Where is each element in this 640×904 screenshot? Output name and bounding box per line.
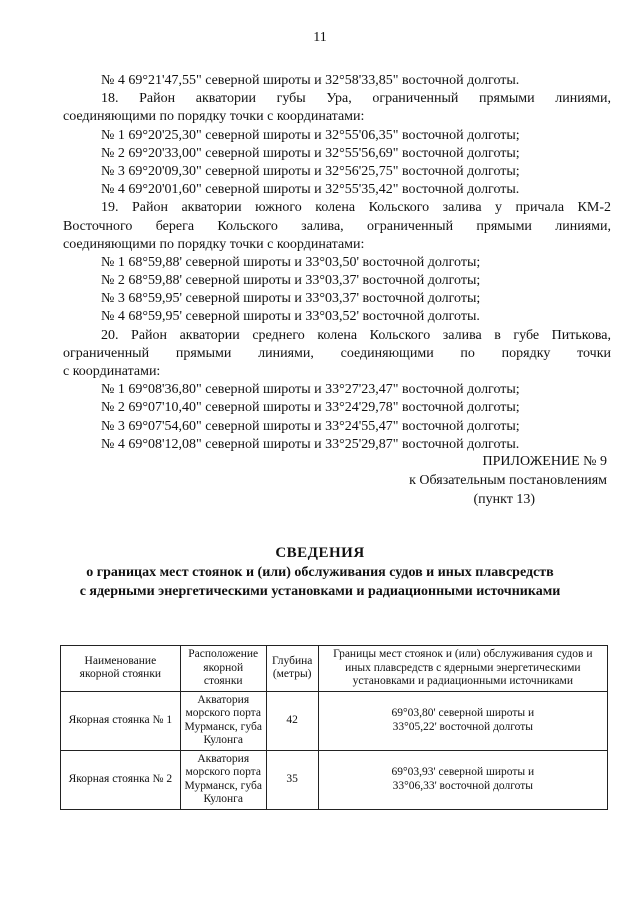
appendix-reference: к Обязательным постановлениям (409, 473, 607, 488)
page-number: 11 (313, 30, 327, 45)
text-line: № 1 69°08'36,80" северной широты и 33°27'23,47" восточной долготы; (101, 382, 520, 398)
text-line: № 3 69°20'09,30" северной широты и 32°56'25,75" восточной долготы; (101, 163, 520, 179)
text-line: № 3 69°07'54,60" северной широты и 33°24'55,47" восточной долготы; (101, 418, 520, 434)
table-cell: Якорная стоянка № 1 (61, 691, 181, 750)
table-cell: Акватория морского порта Мурманск, губа Кулонга (180, 750, 266, 809)
text-line: 20. Район акватории среднего колена Кольского залива в губе Питькова, (101, 327, 611, 343)
text-line: 18. Район акватории губы Ура, ограниченный прямыми линиями, (101, 91, 611, 107)
text-line: соединяющими по порядку точки с координатами: (63, 109, 365, 125)
heading-subtitle: с ядерными энергетическими установками и радиационными источниками (79, 584, 561, 599)
table-cell: Якорная стоянка № 2 (61, 750, 181, 809)
text-line: № 3 68°59,95' северной широты и 33°03,37' восточной долготы; (101, 291, 481, 307)
text-line: с координатами: (63, 364, 161, 379)
table-cell: 35 (266, 750, 318, 809)
table-cell: 69°03,80' северной широты и 33°05,22' восточной долготы (318, 691, 607, 750)
header-cell: Глубина (метры) (266, 646, 318, 692)
text-line: № 4 69°08'12,08" северной широты и 33°25'29,87" восточной долготы. (101, 436, 520, 452)
document-heading (0, 544, 640, 601)
header-cell: Наименование якорной стоянки (61, 646, 181, 692)
table-header-row (61, 646, 608, 692)
anchorage-table (60, 645, 608, 810)
table-cell: 69°03,93' северной широты и 33°06,33' восточной долготы (318, 750, 607, 809)
appendix-note (409, 452, 607, 509)
appendix-clause: (пункт 13) (473, 492, 535, 507)
text-line: ограниченный прямыми линиями, соединяющими по порядку точки (63, 345, 611, 361)
header-cell: Границы мест стоянок и (или) обслуживания судов и иных плавсредств с ядерными энергетическими установками и радиационными источниками (318, 646, 607, 692)
table-cell: Акватория морского порта Мурманск, губа Кулонга (180, 691, 266, 750)
text-line: 19. Район акватории южного колена Кольского залива у причала КМ-2 (101, 200, 611, 216)
appendix-title: ПРИЛОЖЕНИЕ № 9 (482, 454, 607, 469)
text-line: № 1 68°59,88' северной широты и 33°03,50' восточной долготы; (101, 254, 481, 270)
text-line: № 4 69°20'01,60" северной широты и 32°55'35,42" восточной долготы. (101, 182, 520, 198)
heading-title: СВЕДЕНИЯ (275, 545, 365, 561)
text-line: № 2 69°07'10,40" северной широты и 33°24'29,78" восточной долготы; (101, 400, 520, 416)
coordinates-text (63, 72, 611, 454)
text-line: № 4 69°21'47,55" северной широты и 32°58'33,85" восточной долготы. (101, 73, 520, 88)
text-line: № 2 68°59,88' северной широты и 33°03,37' восточной долготы; (101, 273, 481, 289)
heading-subtitle: о границах мест стоянок и (или) обслуживания судов и иных плавсредств (86, 565, 554, 580)
text-line: № 2 69°20'33,00" северной широты и 32°55'56,69" восточной долготы; (101, 145, 520, 161)
text-line: соединяющими по порядку точки с координатами: (63, 236, 365, 252)
table-cell: 42 (266, 691, 318, 750)
table-row (61, 691, 608, 750)
text-line: № 1 69°20'25,30" северной широты и 32°55'06,35" восточной долготы; (101, 127, 520, 143)
text-line: № 4 68°59,95' северной широты и 33°03,52' восточной долготы. (101, 309, 480, 325)
text-line: Восточного берега Кольского залива, ограниченный прямыми линиями, (63, 218, 611, 234)
header-cell: Расположение якорной стоянки (180, 646, 266, 692)
table-row (61, 750, 608, 809)
